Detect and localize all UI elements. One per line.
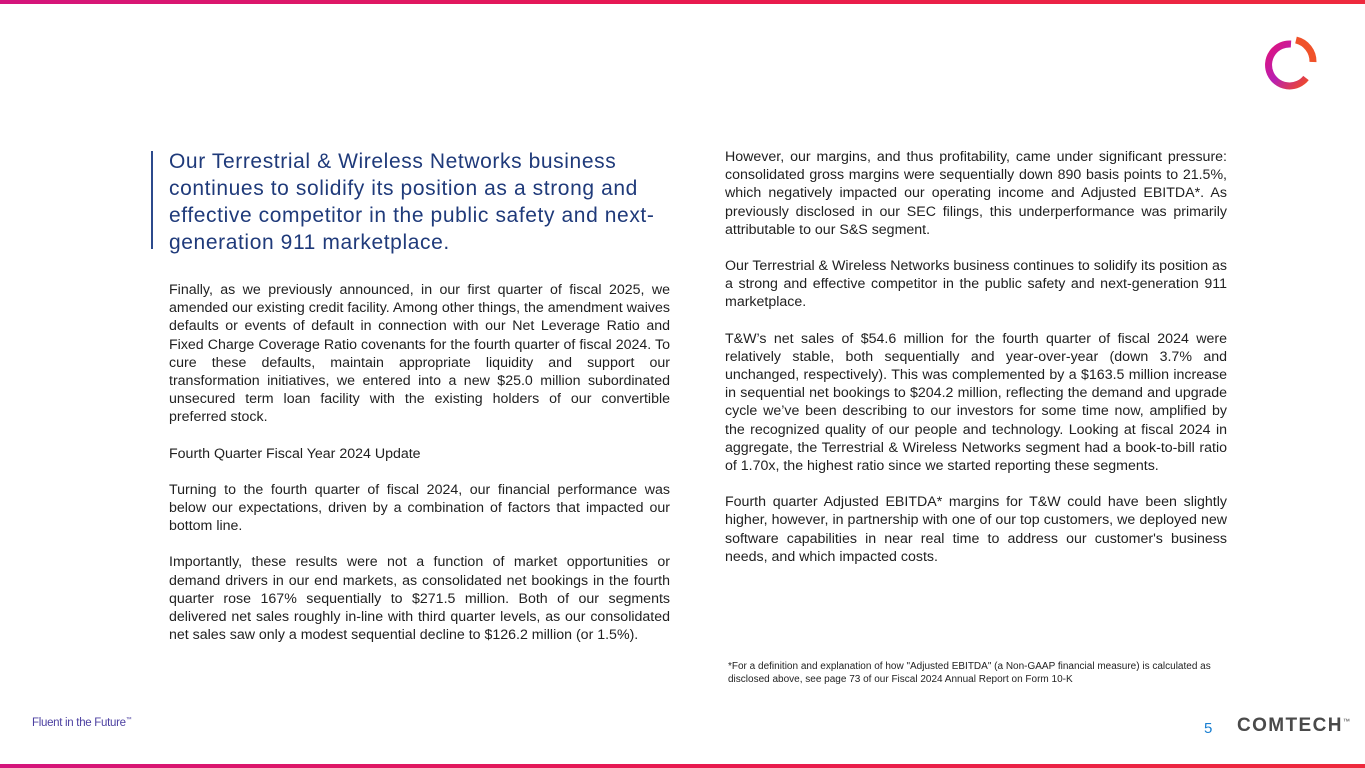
right-paragraph-3: T&W’s net sales of $54.6 million for the fourth quarter of fiscal 2024 were relatively stable, both sequentially and year-over-year (down 3.7% and unchanged, respectively). This was complemented by a $163.5 million increase in sequential net bookings to $204.2 million, reflecting the demand and upgrade cycle we’ve been describing to our investors for some time now, amplified by the recognized quality of our people and technology. Looking at fiscal 2024 in aggregate, the Terrestrial & Wireless Networks segment had a book-to-bill ratio of 1.70x, the highest ratio since we started reporting these segments. bbox=[725, 330, 1227, 475]
bottom-accent-bar bbox=[0, 764, 1365, 768]
headline: Our Terrestrial & Wireless Networks business continues to solidify its position as a strong and effective competitor in the public safety and next-generation 911 marketplace. bbox=[169, 150, 655, 254]
spacer bbox=[725, 312, 1227, 330]
spacer bbox=[725, 239, 1227, 257]
footer-tagline bbox=[32, 717, 131, 729]
headline-accent-line bbox=[151, 151, 153, 249]
spacer bbox=[725, 475, 1227, 493]
spacer bbox=[169, 535, 670, 553]
section-heading: Fourth Quarter Fiscal Year 2024 Update bbox=[169, 445, 421, 462]
right-paragraph-4: Fourth quarter Adjusted EBITDA* margins for T&W could have been slightly higher, however, in partnership with one of our top customers, we deployed new software capabilities in near real time to address our customer's business needs, and which impacted costs. bbox=[725, 494, 1227, 565]
left-column bbox=[169, 281, 670, 644]
tagline-trademark: ™ bbox=[125, 717, 132, 724]
brand-text: COMTECH bbox=[1237, 715, 1343, 736]
spacer bbox=[169, 463, 670, 481]
right-paragraph-1: However, our margins, and thus profitability, came under significant pressure: consolidated gross margins were sequentially down 890 basis points to 21.5%, which negatively impacted our operating income and Adjusted EBITDA*. As previously disclosed in our SEC filings, this underperformance was primarily attributable to our S&S segment. bbox=[725, 149, 1227, 238]
page-number: 5 bbox=[1204, 720, 1213, 737]
left-paragraph-3: Importantly, these results were not a function of market opportunities or demand drivers in our end markets, as consolidated net bookings in the fourth quarter rose 167% sequentially to $271.5 million. Both of our segments delivered net sales roughly in-line with third quarter levels, as our consolidated net sales saw only a modest sequential decline to $126.2 million (or 1.5%). bbox=[169, 554, 670, 644]
footnote: *For a definition and explanation of how "Adjusted EBITDA" (a Non-GAAP financial measure) is calculated as disclosed above, see page 73 of our Fiscal 2024 Annual Report on Form 10-K bbox=[728, 661, 1211, 685]
tagline-text: Fluent in the Future bbox=[32, 717, 126, 729]
left-paragraph-1: Finally, as we previously announced, in our first quarter of fiscal 2025, we amended our existing credit facility. Among other things, the amendment waives defaults or events of default in connection with our Net Leverage Ratio and Fixed Charge Coverage Ratio covenants for the fourth quarter of fiscal 2024. To cure these defaults, maintain appropriate liquidity and support our transformation initiatives, we entered into a new $25.0 million subordinated unsecured term loan facility with the existing holders of our convertible preferred stock. bbox=[169, 282, 670, 426]
right-paragraph-2: Our Terrestrial & Wireless Networks business continues to solidify its position as a strong and effective competitor in the public safety and next-generation 911 marketplace. bbox=[725, 258, 1228, 311]
brand-trademark: ™ bbox=[1342, 718, 1350, 726]
comtech-brand-wordmark bbox=[1237, 715, 1350, 737]
spacer bbox=[169, 427, 670, 445]
top-accent-bar bbox=[0, 0, 1365, 4]
comtech-ring-logo-icon bbox=[1258, 36, 1318, 92]
left-paragraph-2: Turning to the fourth quarter of fiscal 2024, our financial performance was below our expectations, driven by a combination of factors that impacted our bottom line. bbox=[169, 481, 670, 535]
right-column bbox=[725, 148, 1227, 566]
